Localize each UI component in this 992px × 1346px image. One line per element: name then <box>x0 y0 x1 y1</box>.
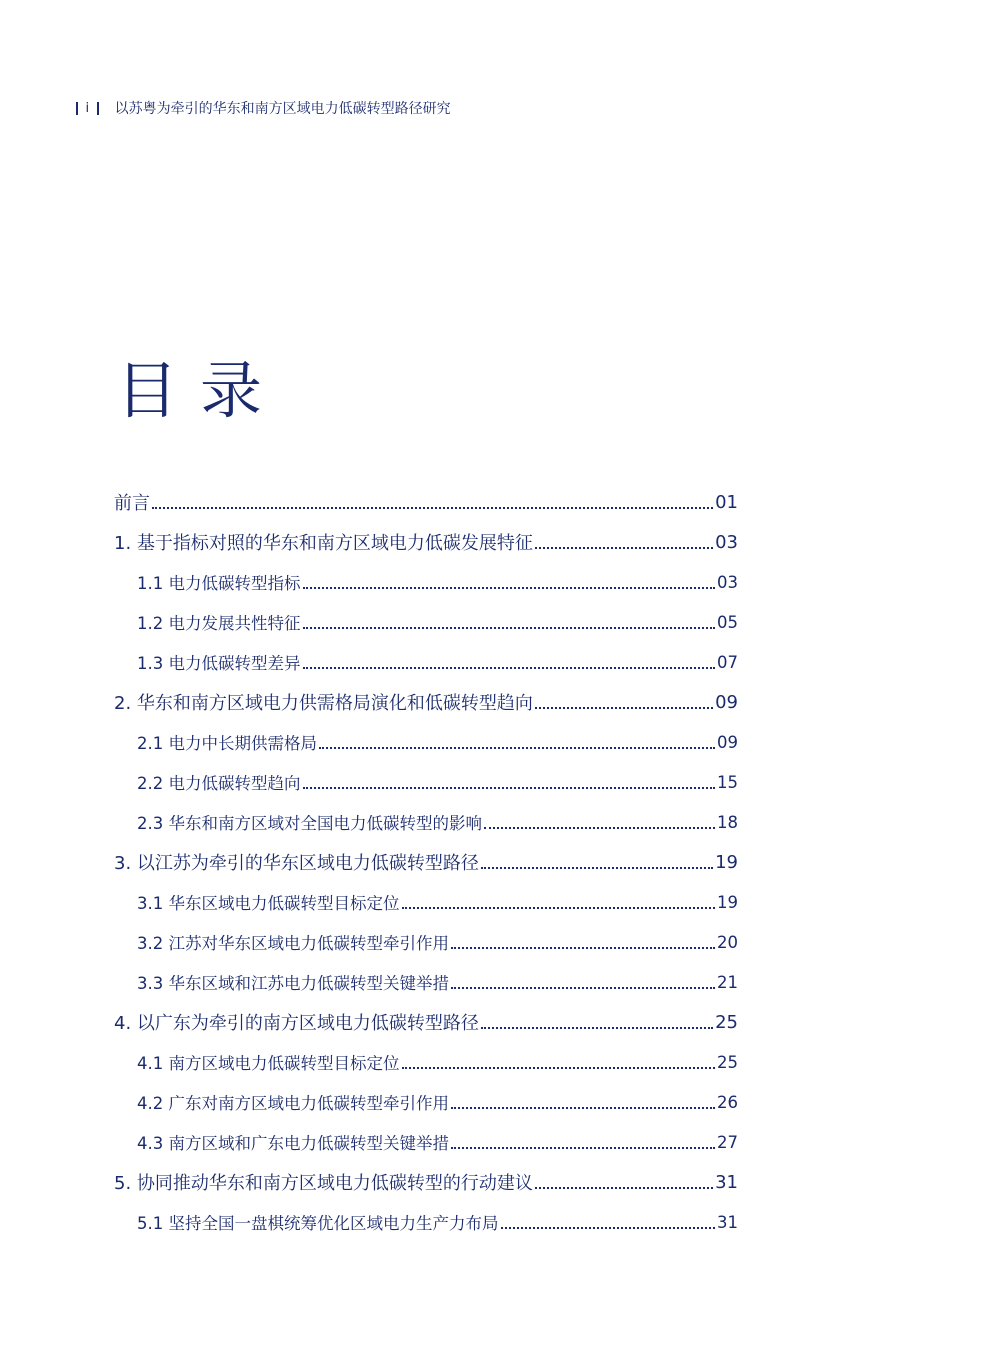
dot-leader <box>402 1067 716 1069</box>
toc-entry[interactable] <box>114 1002 738 1042</box>
toc-entry-page: 31 <box>717 1212 738 1232</box>
toc-entry-label: 2.1 电力中长期供需格局 <box>137 734 317 753</box>
toc-subentry[interactable] <box>114 1082 738 1122</box>
dot-leader <box>484 827 715 829</box>
toc-subentry[interactable] <box>114 722 738 762</box>
toc-heading: 目录 <box>116 354 285 427</box>
toc-subentry[interactable] <box>114 1122 738 1162</box>
toc-entry-label: 2.3 华东和南方区域对全国电力低碳转型的影响 <box>137 814 482 833</box>
toc-entry[interactable] <box>114 522 738 562</box>
toc-entry-page: 27 <box>717 1132 738 1152</box>
toc-entry-label: 前言 <box>114 493 150 514</box>
toc-entry-label: 3.2 江苏对华东区域电力低碳转型牵引作用 <box>137 934 449 953</box>
dot-leader <box>152 507 713 509</box>
running-header <box>76 98 451 118</box>
table-of-contents <box>114 482 738 1242</box>
dot-leader <box>451 1107 715 1109</box>
divider-right <box>97 102 99 115</box>
document-title: 以苏粤为牵引的华东和南方区域电力低碳转型路径研究 <box>114 101 451 117</box>
toc-subentry[interactable] <box>114 762 738 802</box>
dot-leader <box>451 1147 715 1149</box>
toc-entry-page: 18 <box>717 812 738 832</box>
toc-entry-page: 20 <box>717 932 738 952</box>
dot-leader <box>481 867 713 869</box>
toc-subentry[interactable] <box>114 802 738 842</box>
toc-entry-label: 5.1 坚持全国一盘棋统筹优化区域电力生产力布局 <box>137 1214 499 1233</box>
dot-leader <box>535 707 713 709</box>
toc-entry[interactable] <box>114 842 738 882</box>
toc-entry-label: 3.3 华东区域和江苏电力低碳转型关键举措 <box>137 974 449 993</box>
toc-entry-page: 03 <box>715 531 738 553</box>
toc-entry-label: 1. 基于指标对照的华东和南方区域电力低碳发展特征 <box>114 533 533 554</box>
toc-entry-page: 01 <box>715 491 738 513</box>
divider-left <box>76 102 78 115</box>
dot-leader <box>451 987 715 989</box>
toc-subentry[interactable] <box>114 642 738 682</box>
dot-leader <box>535 547 713 549</box>
dot-leader <box>303 587 716 589</box>
dot-leader <box>535 1187 713 1189</box>
toc-entry-label: 1.1 电力低碳转型指标 <box>137 574 301 593</box>
toc-entry-page: 07 <box>717 652 738 672</box>
page-marker <box>76 101 99 116</box>
toc-subentry[interactable] <box>114 1042 738 1082</box>
toc-entry[interactable] <box>114 1162 738 1202</box>
toc-entry-page: 05 <box>717 612 738 632</box>
toc-entry-label: 1.2 电力发展共性特征 <box>137 614 301 633</box>
dot-leader <box>303 667 716 669</box>
dot-leader <box>451 947 715 949</box>
toc-subentry[interactable] <box>114 562 738 602</box>
toc-entry-page: 25 <box>717 1052 738 1072</box>
dot-leader <box>303 787 716 789</box>
toc-entry-label: 5. 协同推动华东和南方区域电力低碳转型的行动建议 <box>114 1173 533 1194</box>
toc-entry-label: 4.1 南方区域电力低碳转型目标定位 <box>137 1054 400 1073</box>
toc-entry-page: 19 <box>715 851 738 873</box>
toc-entry-page: 15 <box>717 772 738 792</box>
toc-entry-label: 4. 以广东为牵引的南方区域电力低碳转型路径 <box>114 1013 479 1034</box>
dot-leader <box>501 1227 716 1229</box>
toc-entry-label: 4.2 广东对南方区域电力低碳转型牵引作用 <box>137 1094 449 1113</box>
toc-subentry[interactable] <box>114 1202 738 1242</box>
toc-entry-page: 26 <box>717 1092 738 1112</box>
dot-leader <box>303 627 716 629</box>
toc-entry-page: 21 <box>717 972 738 992</box>
toc-entry-page: 31 <box>715 1171 738 1193</box>
dot-leader <box>319 747 715 749</box>
toc-subentry[interactable] <box>114 962 738 1002</box>
toc-entry-page: 03 <box>717 572 738 592</box>
toc-entry-page: 09 <box>715 691 738 713</box>
toc-entry-label: 4.3 南方区域和广东电力低碳转型关键举措 <box>137 1134 449 1153</box>
dot-leader <box>402 907 716 909</box>
toc-entry-label: 2.2 电力低碳转型趋向 <box>137 774 301 793</box>
page-number: i <box>85 100 90 116</box>
toc-subentry[interactable] <box>114 602 738 642</box>
toc-entry[interactable] <box>114 682 738 722</box>
toc-subentry[interactable] <box>114 882 738 922</box>
dot-leader <box>481 1027 713 1029</box>
toc-entry-label: 3. 以江苏为牵引的华东区域电力低碳转型路径 <box>114 853 479 874</box>
toc-entry-label: 3.1 华东区域电力低碳转型目标定位 <box>137 894 400 913</box>
toc-subentry[interactable] <box>114 922 738 962</box>
toc-entry-label: 1.3 电力低碳转型差异 <box>137 654 301 673</box>
toc-entry-page: 19 <box>717 892 738 912</box>
toc-entry[interactable] <box>114 482 738 522</box>
toc-entry-label: 2. 华东和南方区域电力供需格局演化和低碳转型趋向 <box>114 693 533 714</box>
toc-entry-page: 25 <box>715 1011 738 1033</box>
toc-entry-page: 09 <box>717 732 738 752</box>
